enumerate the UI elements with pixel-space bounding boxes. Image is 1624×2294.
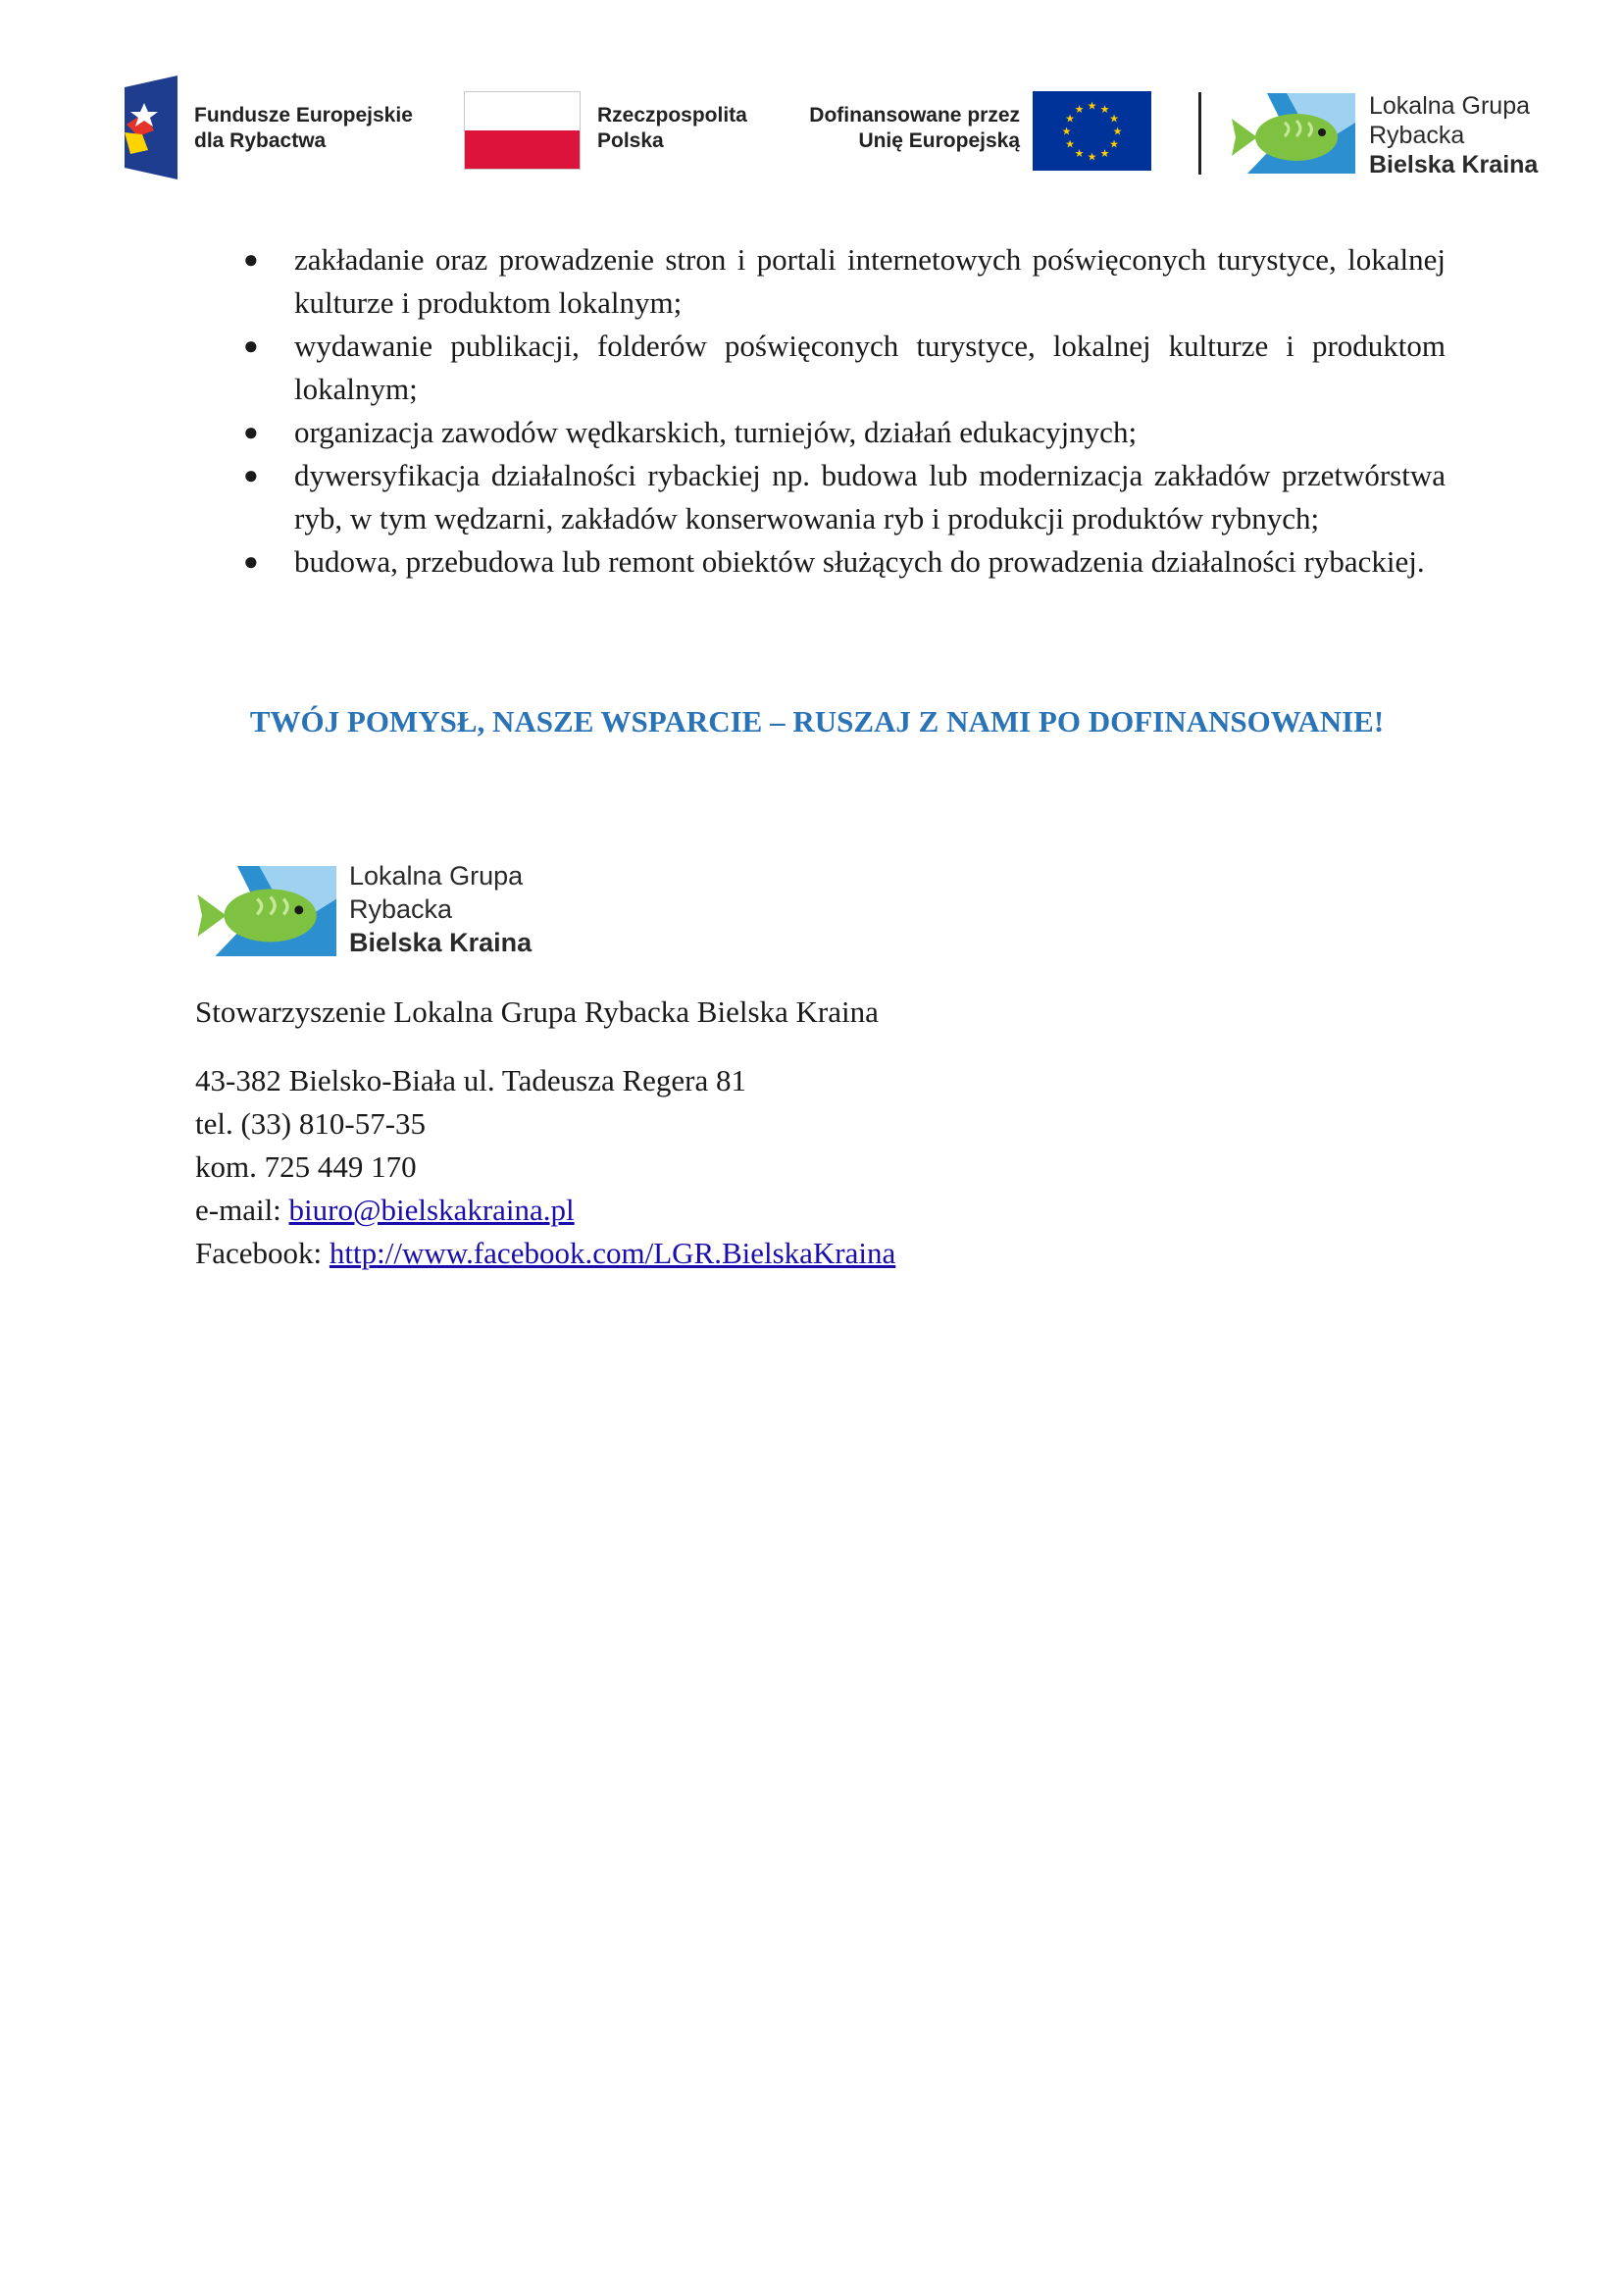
eu-star-icon: ★ [1109, 138, 1119, 151]
bullet-icon: ● [243, 418, 259, 446]
eu-flag-icon [1033, 91, 1151, 171]
slogan-heading: TWÓJ POMYSŁ, NASZE WSPARCIE – RUSZAJ Z NAMI PO DOFINANSOWANIE! [249, 704, 1385, 739]
footer-logo-line2: Rybacka [349, 894, 453, 924]
list-item-text: organizacja zawodów wędkarskich, turniejów, działań edukacyjnych; [294, 415, 1138, 449]
list-item-text: zakładanie oraz prowadzenie stron i portali internetowych poświęconych turystyce, lokalnej kulturze i produktom lokalnym; [294, 242, 1446, 320]
list-item [243, 238, 1446, 325]
eu-star-icon: ★ [1109, 113, 1119, 126]
mobile-line: kom. 725 449 170 [195, 1149, 417, 1184]
eu-cofunding-line1: Dofinansowane przez [809, 104, 1020, 127]
eu-star-icon: ★ [1065, 113, 1075, 126]
phone-line: tel. (33) 810-57-35 [195, 1106, 427, 1141]
eu-star-icon: ★ [1087, 100, 1097, 113]
address-line: 43-382 Bielsko-Biała ul. Tadeusza Regera 81 [195, 1063, 746, 1097]
activity-bullet-list [243, 238, 1446, 584]
bullet-icon: ● [243, 547, 259, 576]
eu-star-icon: ★ [1099, 104, 1110, 116]
funds-logo-line2: dla Rybactwa [194, 129, 327, 152]
eu-star-icon: ★ [1065, 138, 1075, 151]
lgr-logo-line3: Bielska Kraina [1369, 151, 1539, 178]
eu-star-icon: ★ [1099, 148, 1110, 160]
list-item [243, 540, 1446, 584]
fish-logo-icon [1228, 93, 1355, 174]
funds-emblem-icon [125, 76, 178, 179]
list-item [243, 411, 1446, 454]
funds-logo-line1: Fundusze Europejskie [194, 104, 413, 127]
poland-logo-line1: Rzeczpospolita [597, 104, 747, 127]
eu-star-icon: ★ [1112, 126, 1123, 138]
lgr-logo-text [1369, 91, 1538, 179]
association-name: Stowarzyszenie Lokalna Grupa Rybacka Bielska Kraina [195, 994, 879, 1029]
eu-cofunding-line2: Unię Europejską [858, 129, 1020, 152]
footer-logo-line1: Lokalna Grupa [349, 861, 524, 891]
bullet-icon: ● [243, 461, 259, 489]
eu-cofunding-text [745, 103, 1020, 154]
facebook-label: Facebook: [195, 1236, 330, 1270]
footer-fish-logo-icon [193, 863, 336, 959]
list-item-text: wydawanie publikacji, folderów poświęconych turystyce, lokalnej kulturze i produktom lokalnym; [294, 329, 1446, 406]
list-item [243, 325, 1446, 411]
footer-logo-line3: Bielska Kraina [349, 928, 533, 957]
email-label: e-mail: [195, 1193, 289, 1227]
email-line [195, 1189, 895, 1232]
poland-flag-icon [464, 91, 581, 170]
list-item-text: dywersyfikacja działalności rybackiej np. budowa lub modernizacja zakładów przetwórstwa ryb, w tym wędzarni, zakładów konserwowania ryb i produkcji produktów rybnych; [294, 458, 1446, 535]
header-logo-bar [0, 0, 1624, 196]
facebook-link[interactable]: http://www.facebook.com/LGR.BielskaKraina [329, 1236, 896, 1270]
email-link[interactable]: biuro@bielskakraina.pl [288, 1193, 575, 1227]
footer-logo-text [349, 859, 532, 959]
poland-logo-line2: Polska [597, 129, 664, 152]
lgr-logo-line1: Lokalna Grupa [1369, 92, 1531, 120]
list-item [243, 454, 1446, 540]
poland-logo-text [597, 103, 747, 154]
eu-star-icon: ★ [1087, 151, 1097, 164]
eu-star-icon: ★ [1074, 104, 1085, 116]
list-item-text: budowa, przebudowa lub remont obiektów służących do prowadzenia działalności rybackiej. [294, 544, 1425, 579]
eu-star-icon: ★ [1061, 126, 1072, 138]
lgr-logo-line2: Rybacka [1369, 122, 1465, 149]
eu-star-icon: ★ [1074, 148, 1085, 160]
bullet-icon: ● [243, 245, 259, 274]
funds-logo-text [194, 103, 413, 154]
header-divider [1198, 92, 1201, 175]
facebook-line [195, 1232, 895, 1275]
bullet-icon: ● [243, 331, 259, 360]
contact-block [195, 1059, 895, 1275]
